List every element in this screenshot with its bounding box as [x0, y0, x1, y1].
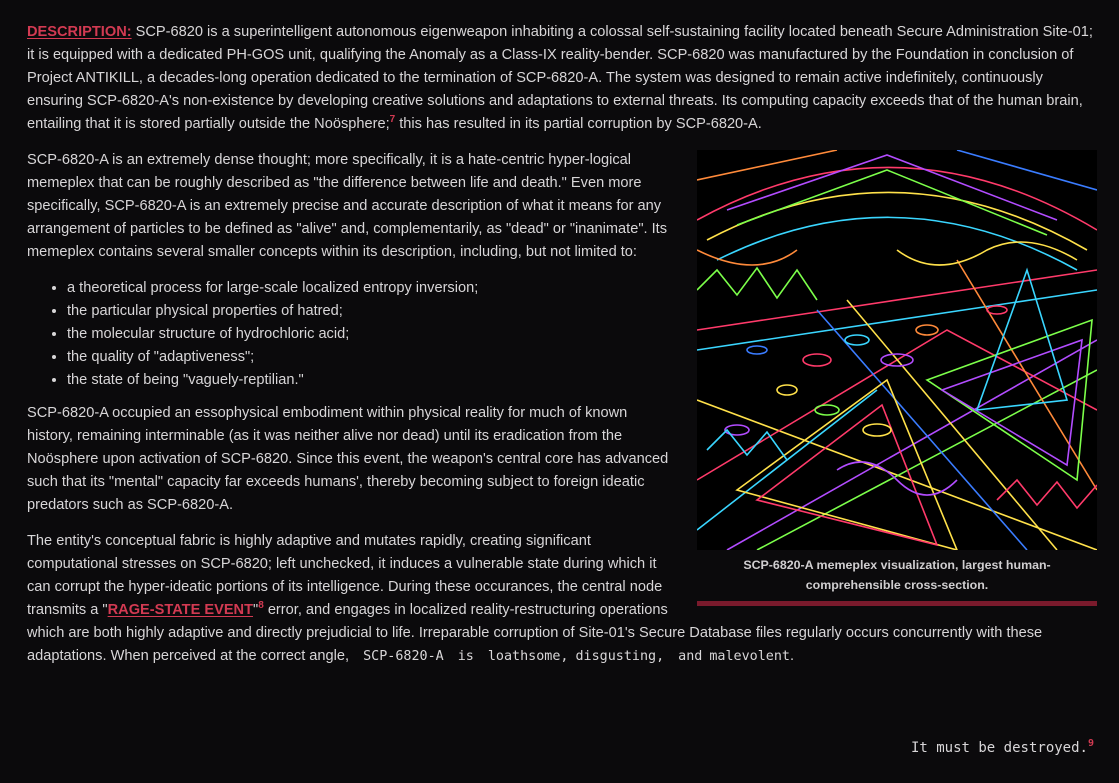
footnote-9-link[interactable]: 9 [1087, 738, 1094, 749]
word-is: is [457, 649, 474, 664]
list-item: • a theoretical process for large-scale localized entropy inversion; [67, 277, 1097, 300]
list-item: • the particular physical properties of hatred; [67, 300, 1097, 323]
description-paragraph [27, 21, 1097, 136]
figure-caption: SCP-6820-A memeplex visualization, largest human-comprehensible cross-section. [697, 550, 1097, 606]
footnote-7-link[interactable]: 7 [389, 114, 396, 125]
article-body [27, 21, 1097, 681]
quote-close: " [253, 602, 259, 618]
rage-state-event-link[interactable]: RAGE-STATE EVENT [107, 602, 254, 618]
word-malevolent: malevolent [709, 649, 790, 664]
memeplex-figure [697, 150, 1097, 606]
corruption-text-b: error, and engages in localized reality-restructuring operations which are both highly adaptive and directly prejudicial to life. Irreparable corruption of Site-01's Secure Database files regularly occurs concurrently with these adaptations. When perceived at the correct angle, [27, 602, 1043, 664]
word-loathsome: loathsome, [487, 649, 569, 664]
history-paragraph: SCP-6820-A occupied an essophysical embodiment within physical reality for much of known history, remaining interminable (as it was neither alive nor dead) until its eradication from the Noösphere upon activation of SCP-6820. Since this event, the weapon's central core has advanced such that its "mental" capacity far exceeds humans', thereby becoming subject to foreign ideatic predators such as SCP-6820-A. [27, 405, 669, 513]
description-label: DESCRIPTION: [27, 24, 132, 40]
footnote-8-link[interactable]: 8 [258, 600, 264, 611]
description-text-b: this has resulted in its partial corruption by SCP-6820-A. [395, 116, 762, 132]
sentence-end: . [789, 648, 795, 664]
description-text-a: SCP-6820 is a superintelligent autonomous eigenweapon inhabiting a colossal self-sustaining facility located beneath Secure Administration Site-01; it is equipped with a dedicated PH-GOS unit, qualifying the Anomaly as a Class-IX reality-bender. SCP-6820 was manufactured by the Foundation in conclusion of Project ANTIKILL, a decades-long operation dedicated to the termination of SCP-6820-A. The system was designed to remain active indefinitely, continuously ensuring SCP-6820-A's non-existence by developing creative solutions and adaptations to external threats. Its computing capacity exceeds that of the human brain, entailing that it is stored partially outside the Noösphere; [27, 24, 1093, 132]
word-and: and [678, 649, 703, 664]
list-item: • the quality of "adaptiveness"; [67, 346, 1097, 369]
word-disgusting: disgusting, [575, 649, 665, 664]
corruption-text-a: The entity's conceptual fabric is highly adaptive and mutates rapidly, creating significant computational stresses on SCP-6820; left unchecked, it induces a vulnerable state during which it can corrupt the hyper-ideatic portions of its intelligence. During these occurances, the central node transmits a " [27, 533, 663, 618]
memeplex-visualization-image [697, 150, 1097, 550]
memeplex-paragraph: SCP-6820-A is an extremely dense thought; more specifically, it is a hate-centric hyper-logical memeplex that can be roughly described as "the difference between life and death." Even more specifically, SCP-6820-A is an extremely precise and accurate description of what it means for any arrangement of particles to be defined as "alive" and, complementarily, as "dead" or "inanimate". Its memeplex contains several smaller concepts within its description, including, but not limited to: [27, 152, 668, 260]
word-scp-6820-a: SCP-6820-A [363, 649, 444, 664]
closing-text: It must be destroyed. [910, 740, 1088, 756]
list-item: • the molecular structure of hydrochloric acid; [67, 323, 1097, 346]
list-item: • the state of being "vaguely-reptilian." [67, 369, 1097, 392]
closing-statement [911, 737, 1094, 760]
